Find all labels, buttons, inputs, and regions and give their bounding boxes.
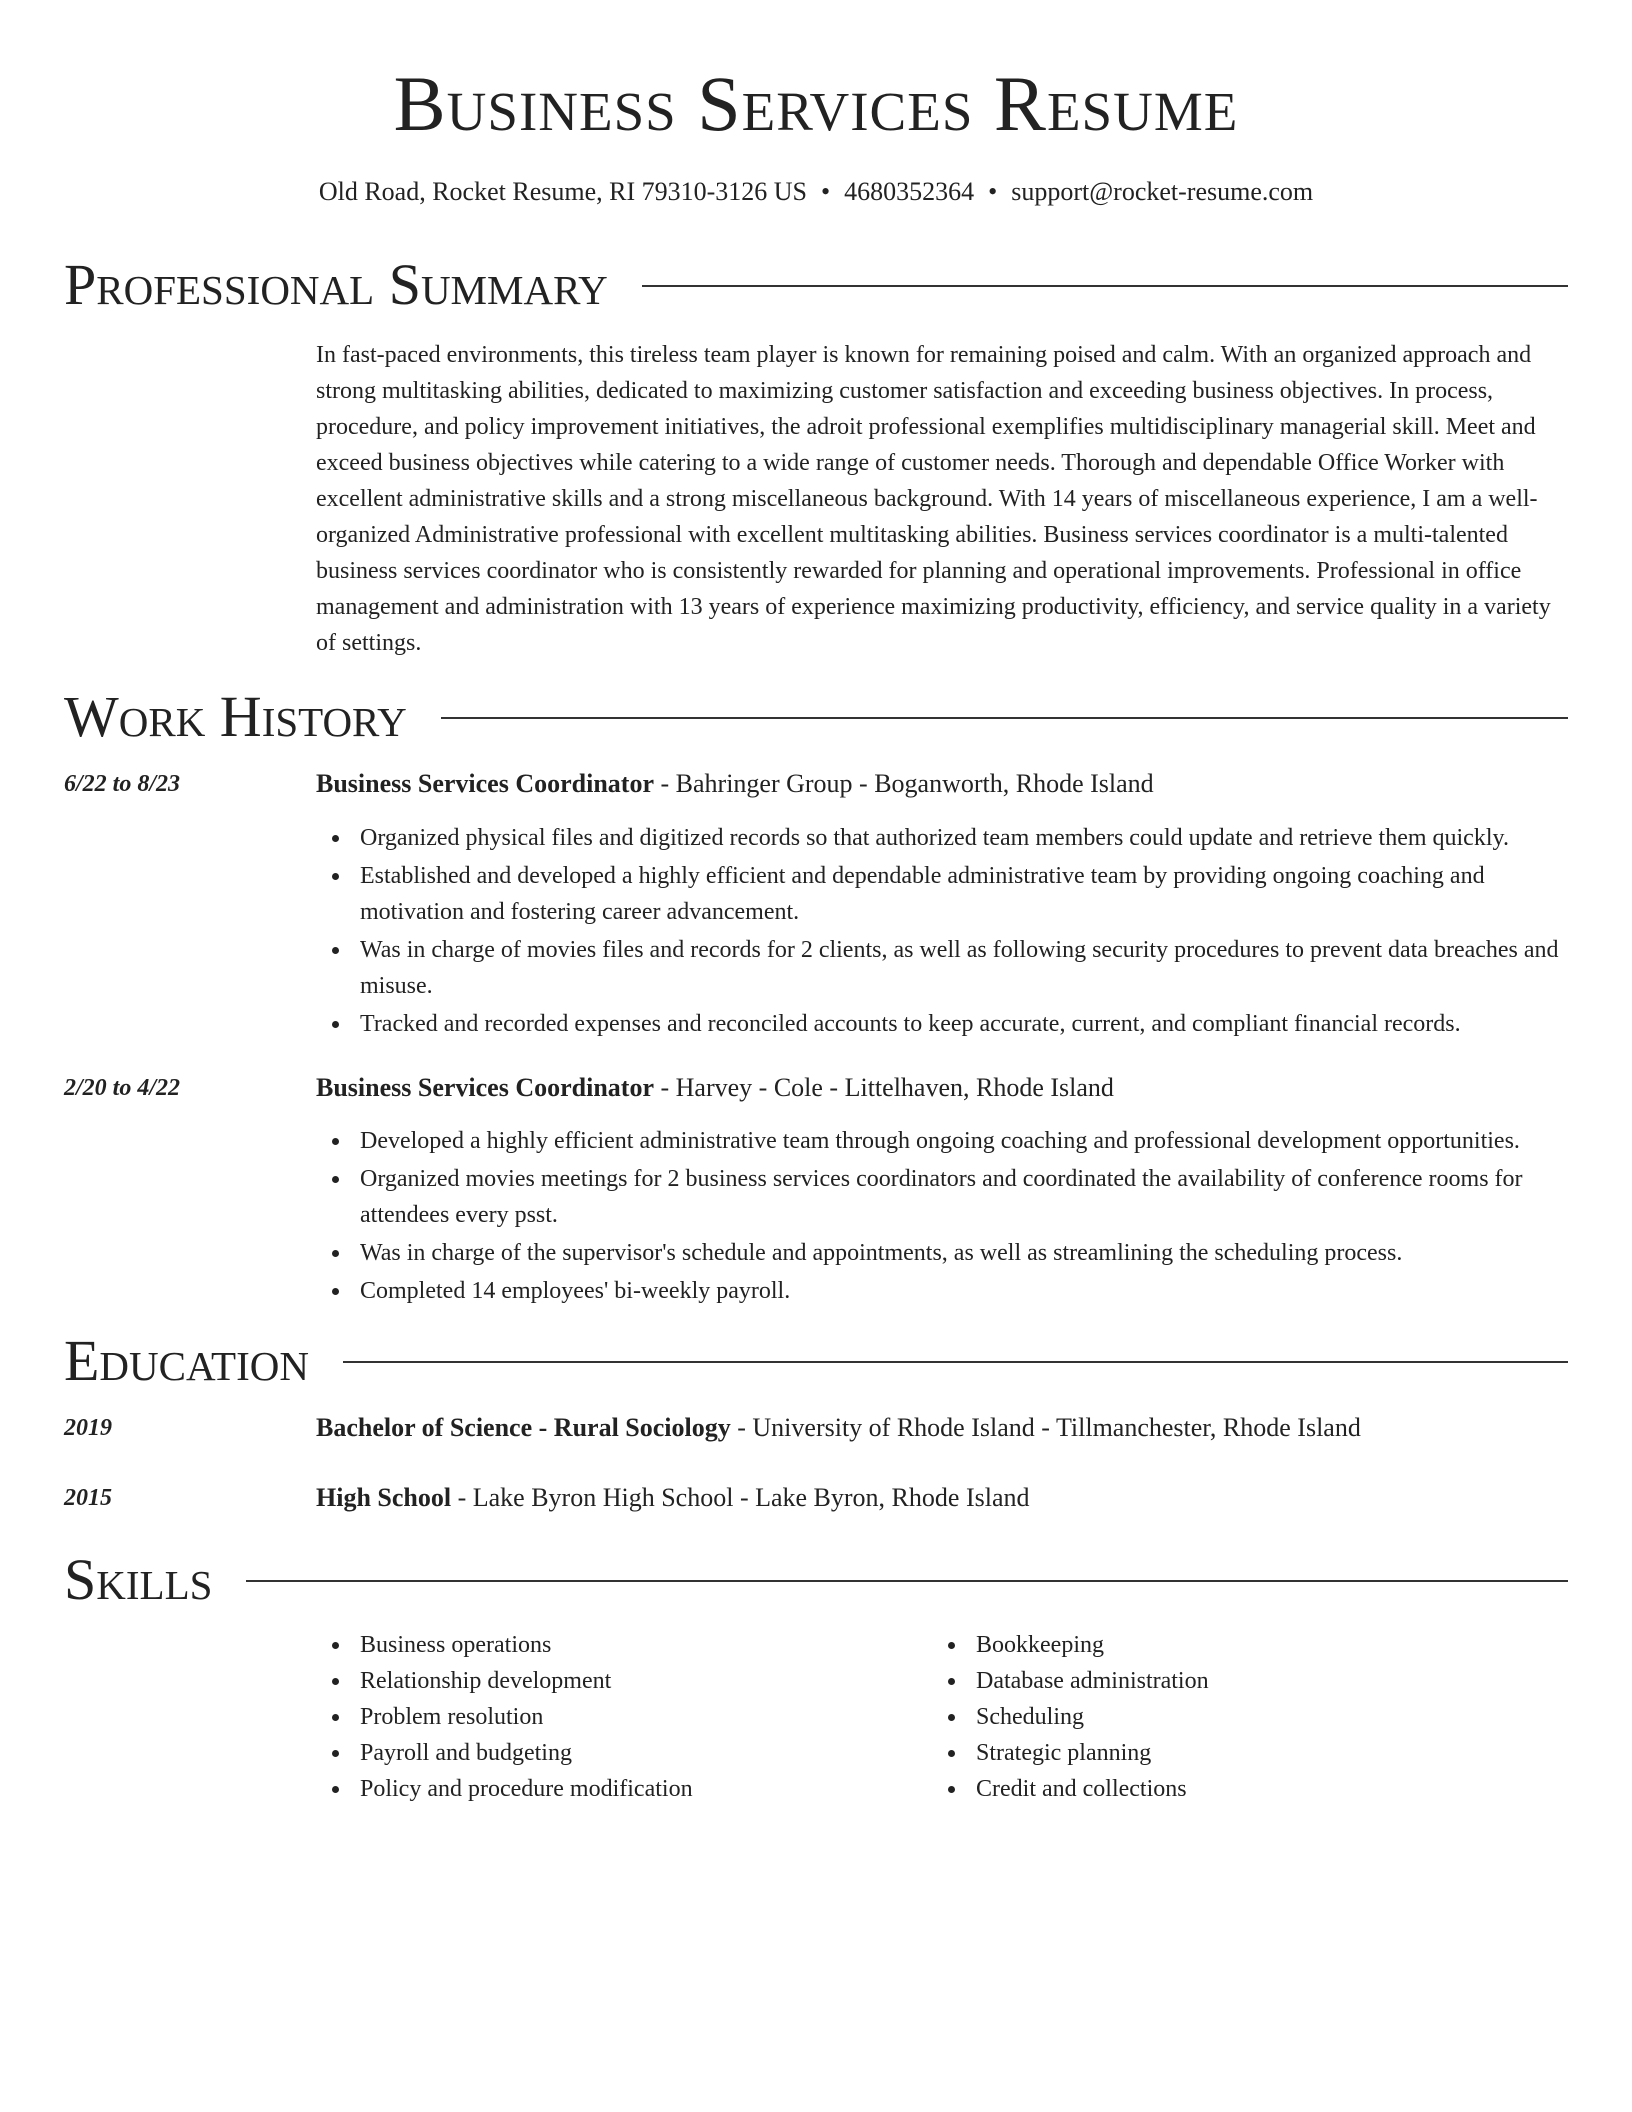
job-bullets [316,1123,1572,1311]
work-heading: Work History [64,684,407,749]
education-degree: Bachelor of Science - Rural Sociology [316,1413,731,1442]
education-year: 2019 [64,1415,112,1441]
job-dates: 6/22 to 8/23 [64,771,181,797]
education-year: 2015 [64,1485,112,1511]
resume-name: Business Services Resume [393,60,1239,147]
skill-item: Scheduling [932,1699,1532,1735]
contact-phone: 4680352364 [844,177,975,206]
skill-item: Database administration [932,1663,1532,1699]
skill-item: Strategic planning [932,1735,1532,1771]
skill-item: Payroll and budgeting [316,1735,916,1771]
list-item: Completed 14 employees' bi-weekly payroll. [316,1273,1572,1309]
list-item: Was in charge of the supervisor's schedule and appointments, as well as streamlining the scheduling process. [316,1235,1572,1271]
section-divider [246,1580,1568,1582]
education-entry [316,1480,1572,1516]
education-section-header [64,1326,1568,1396]
contact-line [0,175,1632,209]
skill-item: Bookkeeping [932,1627,1532,1663]
list-item: Was in charge of movies files and records for 2 clients, as well as following security procedures to prevent data breaches and misuse. [316,932,1572,1004]
work-section-header [64,682,1568,752]
job-dates: 2/20 to 4/22 [64,1075,181,1101]
job-details: - Bahringer Group - Boganworth, Rhode Island [654,769,1154,798]
education-details: - Lake Byron High School - Lake Byron, Rhode Island [451,1483,1030,1512]
skills-heading: Skills [64,1547,213,1612]
skills-section-header [64,1545,1568,1615]
job-title-line [316,1070,1572,1106]
contact-address: Old Road, Rocket Resume, RI 79310-3126 US [318,177,808,206]
list-item: Tracked and recorded expenses and reconciled accounts to keep accurate, current, and compliant financial records. [316,1006,1572,1042]
job-bullets [316,820,1572,1044]
summary-text: In fast-paced environments, this tireless team player is known for remaining poised and calm. With an organized approach and strong multitasking abilities, dedicated to maximizing customer satisfaction and exceeding business objectives. In process, procedure, and policy improvement initiatives, the adroit professional exemplifies multidisciplinary managerial skill. Meet and exceed business objectives while catering to a wide range of customer needs. Thorough and dependable Office Worker with excellent administrative skills and a strong miscellaneous background. With 14 years of miscellaneous experience, I am a well-organized Administrative professional with excellent multitasking abilities. Business services coordinator is a multi-talented business services coordinator who is consistently rewarded for planning and operational improvements. Professional in office management and administration with 13 years of experience maximizing productivity, efficiency, and service quality in a variety of settings. [316,342,1551,656]
contact-separator: • [988,177,998,206]
job-role: Business Services Coordinator [316,769,654,798]
summary-section-header [64,250,1568,320]
section-divider [343,1361,1568,1363]
section-divider [642,285,1568,287]
summary-heading: Professional Summary [64,252,608,317]
skill-item: Credit and collections [932,1771,1532,1807]
skills-column-left [316,1627,916,1807]
section-divider [441,717,1568,719]
contact-email: support@rocket-resume.com [1011,177,1314,206]
skill-item: Problem resolution [316,1699,916,1735]
skill-item: Policy and procedure modification [316,1771,916,1807]
job-role: Business Services Coordinator [316,1073,654,1102]
list-item: Established and developed a highly efficient and dependable administrative team by providing ongoing coaching and motivation and fostering career advancement. [316,858,1572,930]
education-degree: High School [316,1483,452,1512]
contact-separator: • [821,177,831,206]
skill-item: Relationship development [316,1663,916,1699]
list-item: Developed a highly efficient administrative team through ongoing coaching and professional development opportunities. [316,1123,1572,1159]
list-item: Organized movies meetings for 2 business services coordinators and coordinated the availability of conference rooms for attendees every psst. [316,1161,1572,1233]
education-details: - University of Rhode Island - Tillmanchester, Rhode Island [730,1413,1361,1442]
education-heading: Education [64,1328,309,1393]
list-item: Organized physical files and digitized records so that authorized team members could update and retrieve them quickly. [316,820,1572,856]
job-title-line [316,766,1572,802]
education-entry [316,1410,1572,1446]
job-details: - Harvey - Cole - Littelhaven, Rhode Island [654,1073,1114,1102]
skill-item: Business operations [316,1627,916,1663]
skills-column-right [932,1627,1532,1807]
